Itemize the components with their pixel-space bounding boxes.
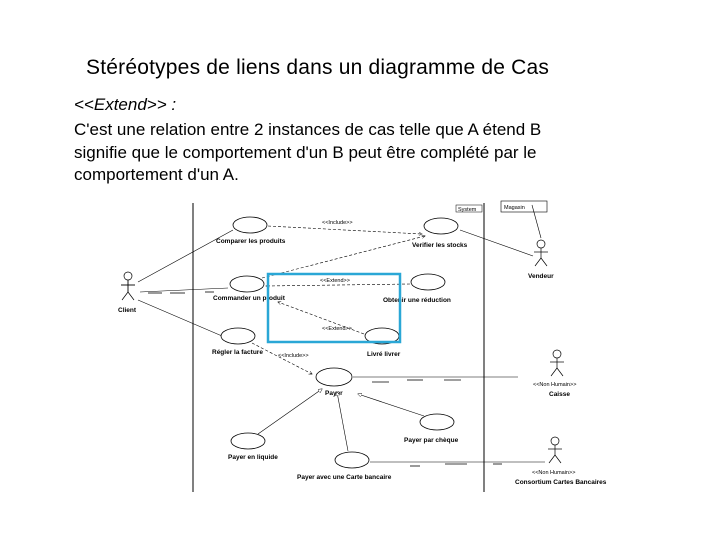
use-case-comparer: [216, 217, 286, 245]
use-case-livrer-label: Livré livrer: [367, 351, 401, 358]
slide-title: Stéréotypes de liens dans un diagramme de Cas: [86, 56, 550, 79]
definition-line-1: C'est une relation entre 2 instances de cas telle que A étend B: [74, 120, 542, 139]
use-case-liquide-label: Payer en liquide: [228, 454, 278, 461]
use-case-obtenir: [383, 274, 451, 304]
consortium-label: Consortium Cartes Bancaires: [515, 479, 607, 486]
use-case-carte: [297, 452, 392, 481]
definition-line-3: comportement d'un A.: [74, 165, 239, 184]
use-case-liquide: [228, 433, 278, 461]
use-case-commander: [213, 276, 286, 302]
use-case-carte-label: Payer avec une Carte bancaire: [297, 474, 392, 481]
client-actor: [118, 272, 137, 314]
stereotype-extend-2: <<Extend>>: [322, 326, 352, 332]
stereotype-include-1: <<Include>>: [322, 220, 353, 226]
use-case-cheque: [404, 414, 459, 444]
use-case-verifier: [412, 218, 468, 249]
stereotype-include-2: <<Include>>: [278, 353, 309, 359]
definition-line-2: signifie que le comportement d'un B peut être complété par le: [74, 142, 537, 162]
caisse-actor: [533, 350, 576, 398]
use-case-verifier-label: Verifier les stocks: [412, 242, 468, 249]
use-case-payer-label: Payer: [325, 390, 343, 397]
use-case-obtenir-label: Obtenir une réduction: [383, 297, 451, 304]
use-case-payer: [316, 368, 352, 397]
caisse-label: Caisse: [549, 391, 570, 398]
client-label: Client: [118, 307, 137, 314]
use-case-comparer-label: Comparer les produits: [216, 238, 286, 245]
system-label: System: [458, 207, 477, 213]
vendeur-actor: [528, 240, 554, 280]
consortium-actor: [515, 437, 607, 486]
vendeur-label: Vendeur: [528, 273, 554, 280]
use-case-regler: [212, 328, 263, 356]
consortium-stereotype: <<Non Humain>>: [532, 470, 576, 476]
magasin-label: Magasin: [504, 205, 525, 211]
caisse-stereotype: <<Non Humain>>: [533, 382, 577, 388]
use-case-cheque-label: Payer par chèque: [404, 437, 459, 444]
extend-heading: <<Extend>> :: [74, 95, 177, 114]
magasin-actor: [501, 201, 547, 212]
use-case-commander-label: Commander un produit: [213, 295, 285, 302]
stereotype-extend-1: <<Extend>>: [320, 278, 350, 284]
use-case-regler-label: Régler la facture: [212, 349, 263, 356]
